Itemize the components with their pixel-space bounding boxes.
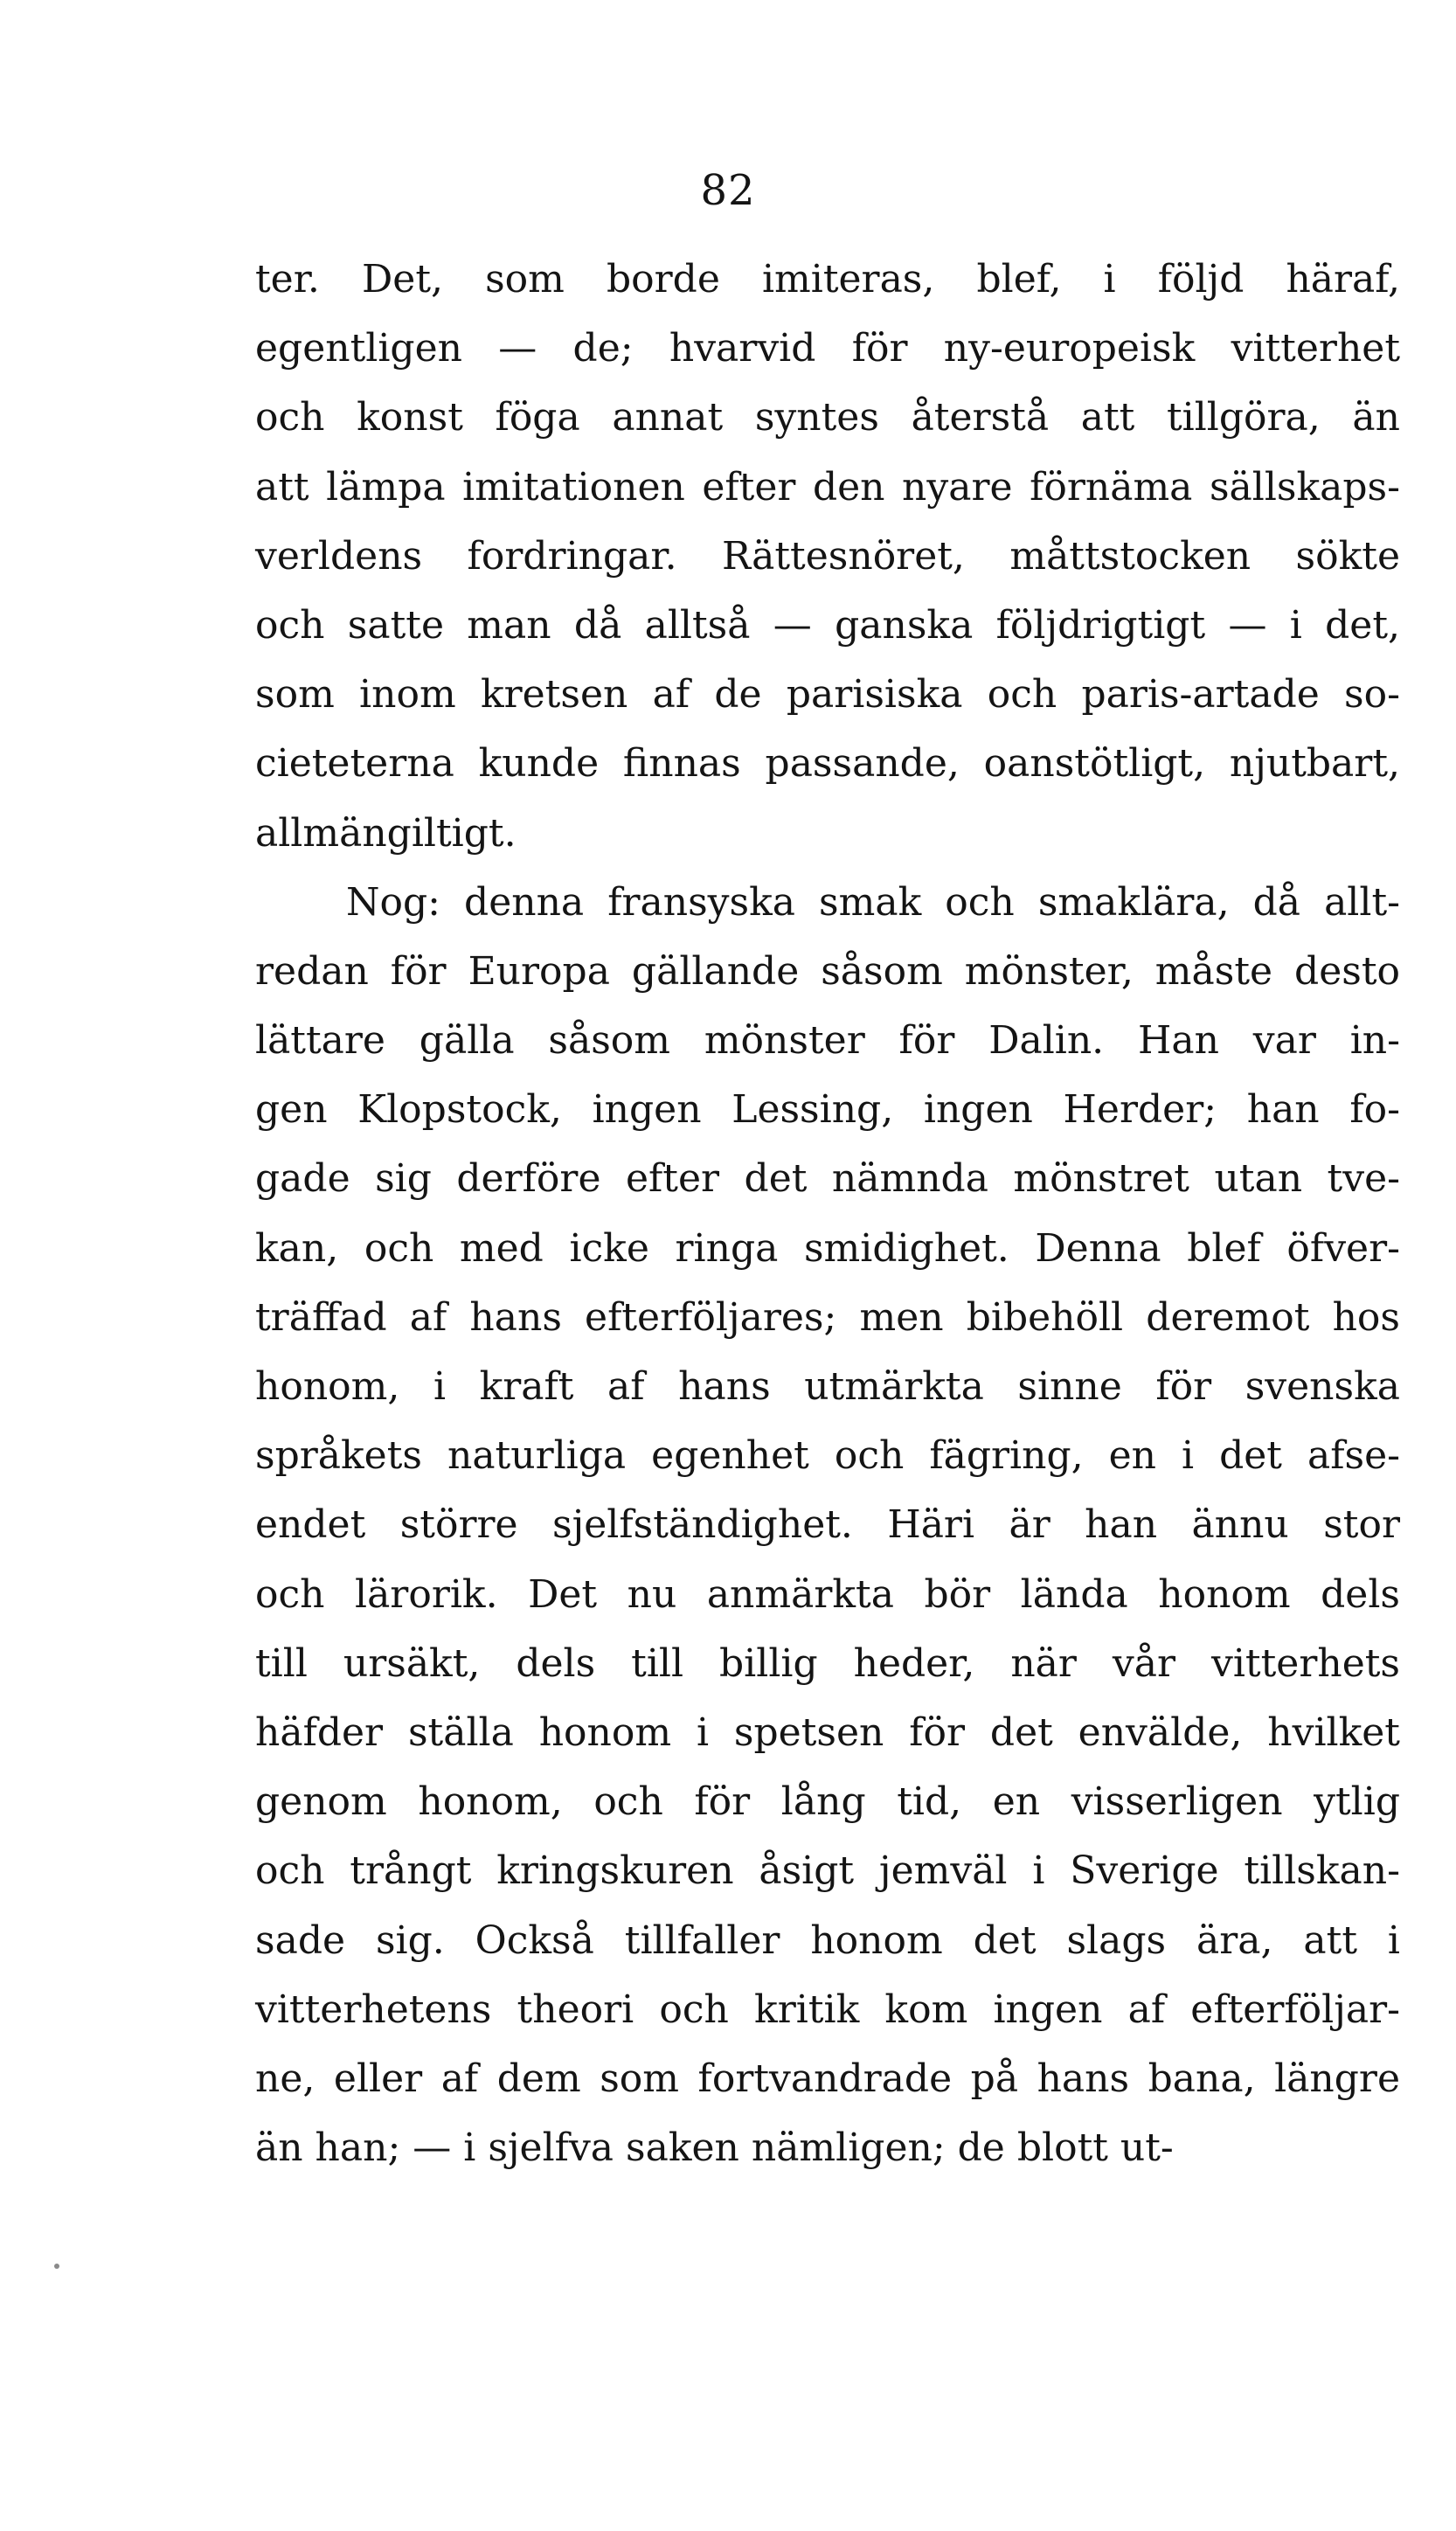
text-line: ter. Det, som borde imiteras, blef, i följd häraf, <box>255 257 1400 302</box>
text-line: språkets naturliga egenhet och fägring, en i det afse- <box>255 1433 1400 1479</box>
text-line: sade sig. Också tillfaller honom det slags ära, att i <box>255 1917 1400 1963</box>
text-line: och konst föga annat syntes återstå att tillgöra, än <box>255 395 1400 440</box>
page-number: 82 <box>700 166 756 215</box>
text-line: genom honom, och för lång tid, en visserligen ytlig <box>255 1779 1400 1825</box>
text-line: endet större sjelfständighet. Häri är han ännu stor <box>255 1502 1400 1548</box>
text-line: och satte man då alltså — ganska följdrigtigt — i det, <box>255 602 1400 648</box>
text-line: till ursäkt, dels till billig heder, när vår vitterhets <box>255 1640 1400 1686</box>
text-line: än han; — i sjelfva saken nämligen; de blott ut- <box>255 2125 1174 2171</box>
text-line: träffad af hans efterföljares; men bibehöll deremot hos <box>255 1294 1400 1340</box>
text-line: gen Klopstock, ingen Lessing, ingen Herder; han fo- <box>255 1087 1400 1133</box>
text-line: ne, eller af dem som fortvandrade på hans bana, längre <box>255 2056 1400 2101</box>
text-line: kan, och med icke ringa smidighet. Denna blef öfver- <box>255 1225 1400 1271</box>
text-line: egentligen — de; hvarvid för ny-europeisk vitterhet <box>255 326 1400 371</box>
text-line: cieteterna kunde finnas passande, oanstötligt, njutbart, <box>255 741 1400 787</box>
text-line: lättare gälla såsom mönster för Dalin. Han var in- <box>255 1018 1400 1064</box>
text-line: allmängiltigt. <box>255 810 517 856</box>
text-line: som inom kretsen af de parisiska och paris-artade so- <box>255 672 1400 718</box>
margin-speck <box>54 2264 59 2269</box>
text-line: honom, i kraft af hans utmärkta sinne för svenska <box>255 1364 1400 1409</box>
text-line: att lämpa imitationen efter den nyare förnäma sällskaps- <box>255 464 1400 510</box>
text-line: redan för Europa gällande såsom mönster, måste desto <box>255 948 1400 994</box>
body-text <box>255 245 1400 2182</box>
text-line: och lärorik. Det nu anmärkta bör lända honom dels <box>255 1571 1400 1617</box>
text-line: verldens fordringar. Rättesnöret, måttstocken sökte <box>255 533 1400 579</box>
text-line: Nog: denna fransyska smak och smaklära, då allt- <box>346 879 1400 925</box>
text-line: häfder ställa honom i spetsen för det envälde, hvilket <box>255 1709 1400 1755</box>
text-line: gade sig derföre efter det nämnda mönstret utan tve- <box>255 1156 1400 1202</box>
text-line: vitterhetens theori och kritik kom ingen af efterföljar- <box>255 1987 1400 2032</box>
text-line: och trångt kringskuren åsigt jemväl i Sverige tillskan- <box>255 1848 1400 1894</box>
